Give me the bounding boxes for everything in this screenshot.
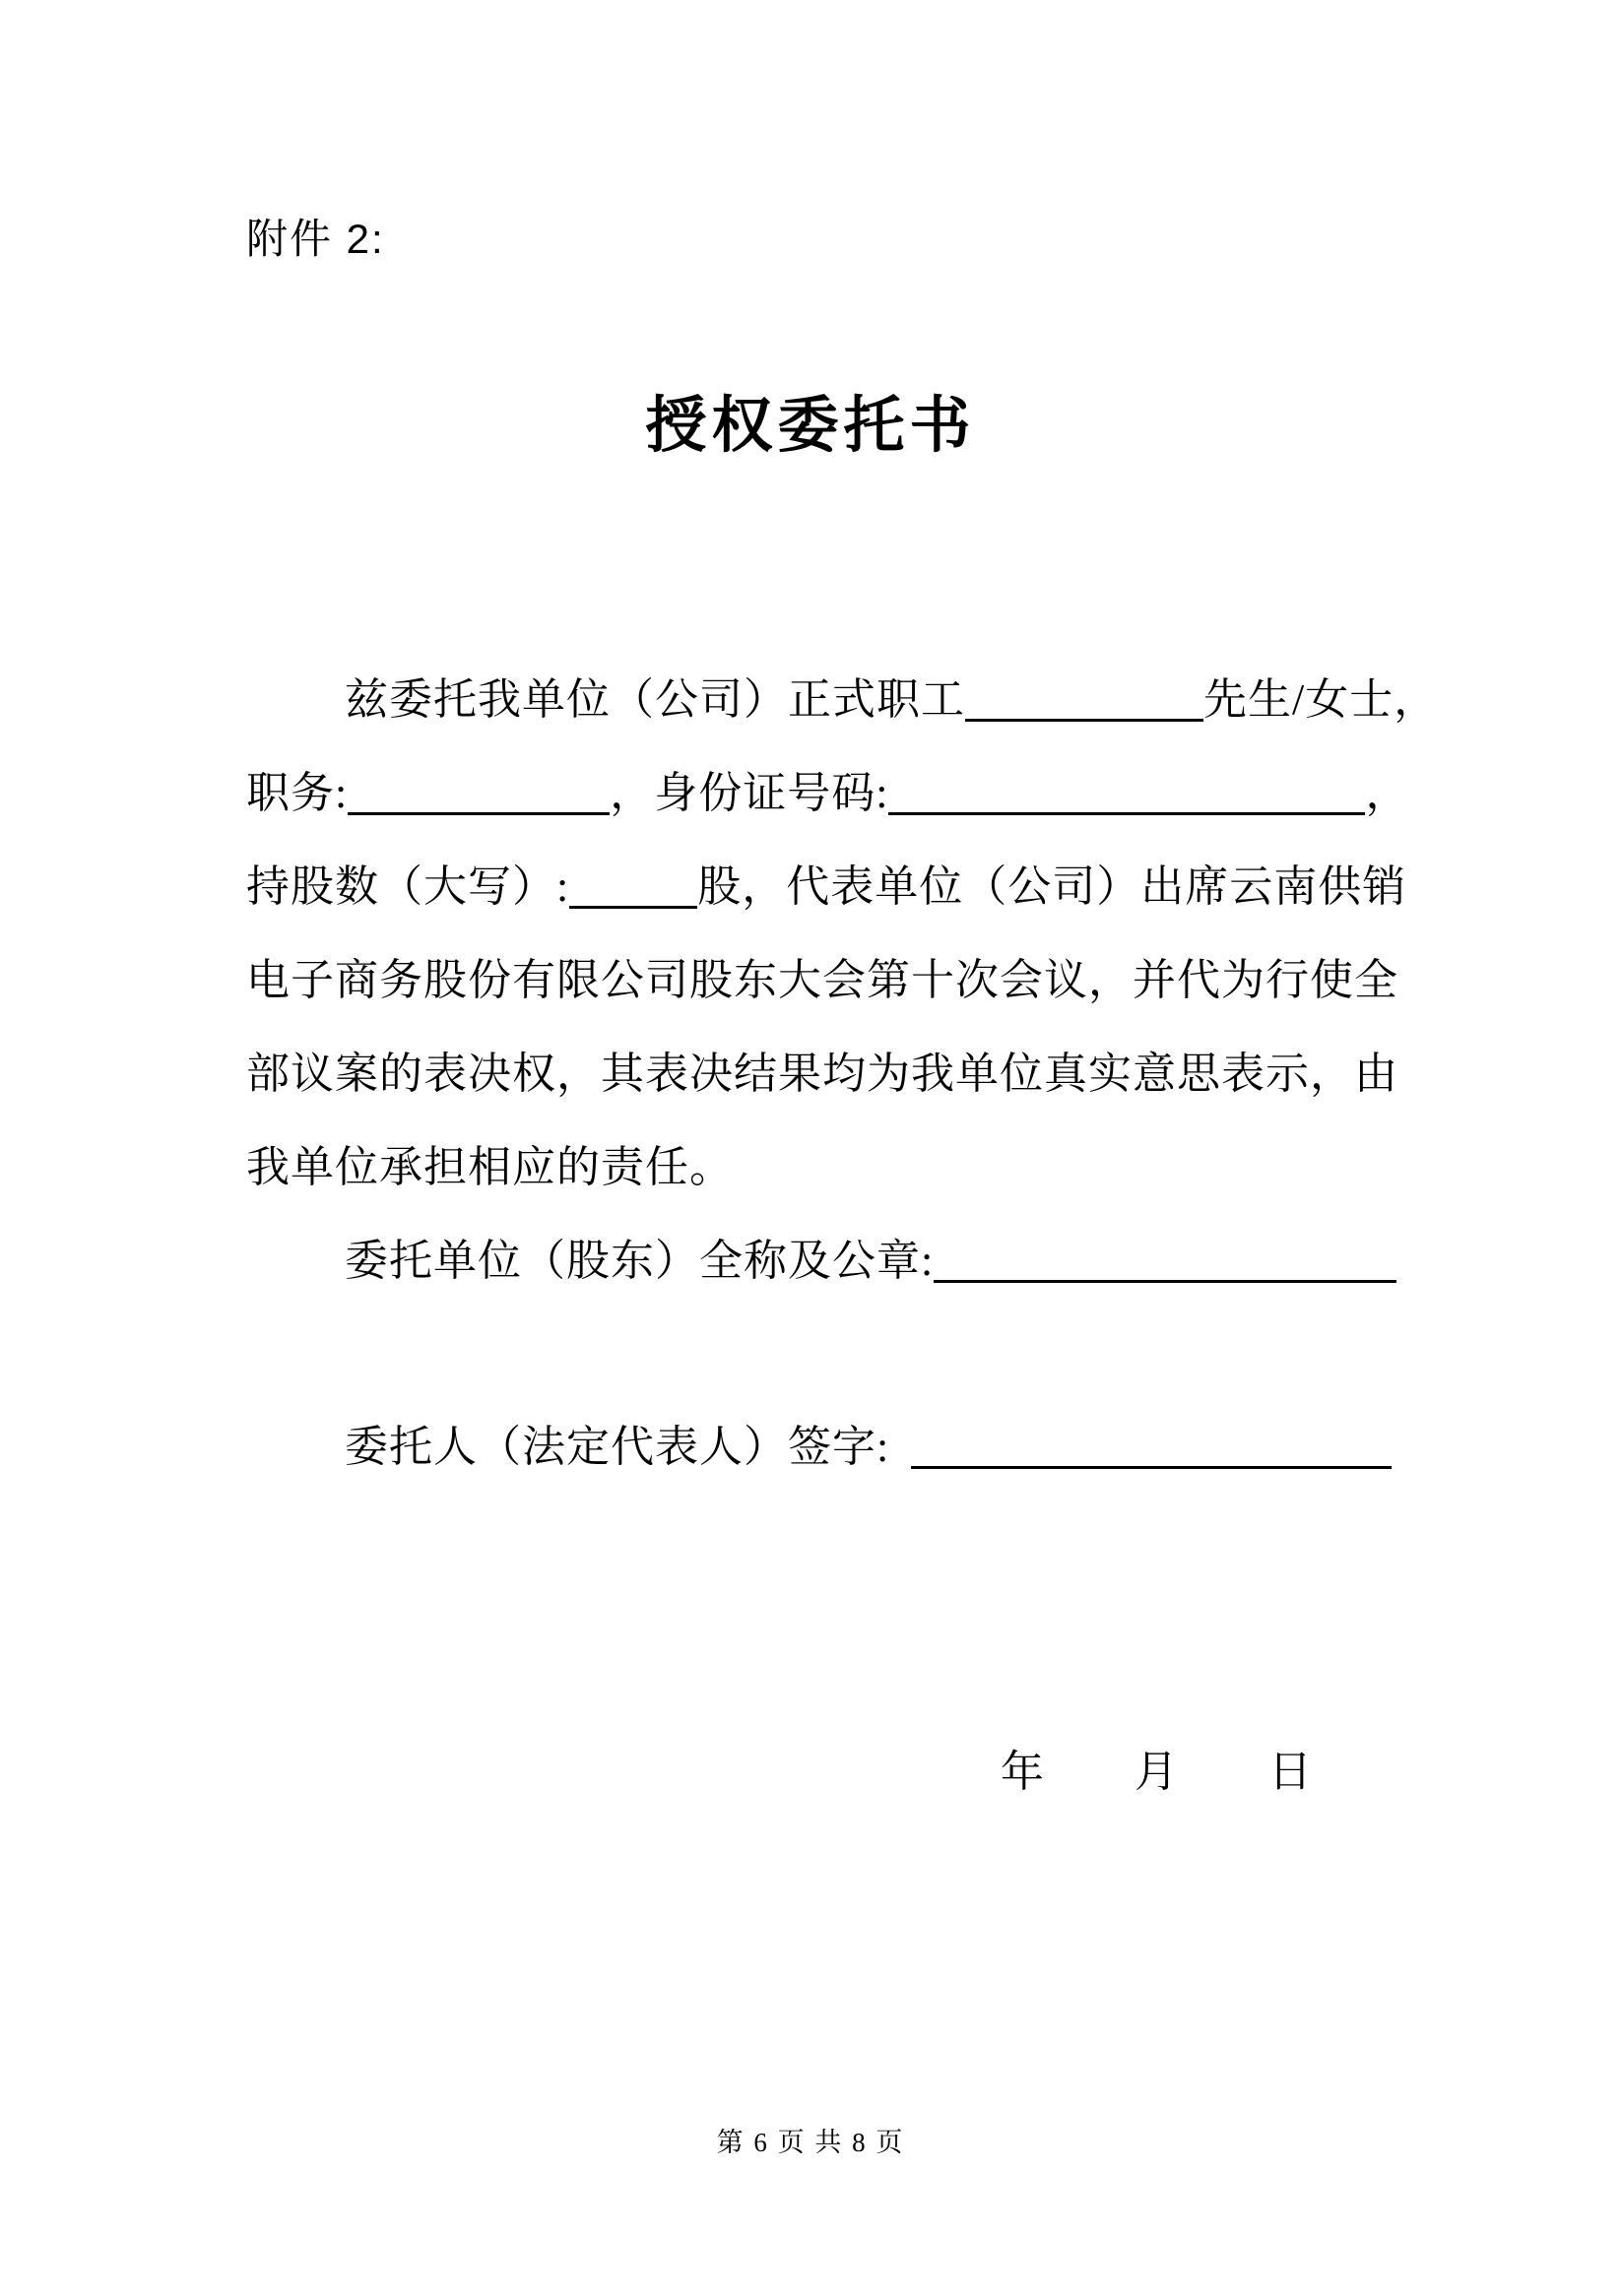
company-seal-label: 委托单位（股东）全称及公章: <box>345 1237 935 1285</box>
body-line-3-text: 股，代表单位（公司）出席云南供销 <box>697 862 1407 911</box>
signature-blank[interactable] <box>911 1423 1392 1469</box>
id-number-blank[interactable] <box>888 769 1365 815</box>
company-seal-blank[interactable] <box>934 1237 1396 1283</box>
body-line-4-text: 电子商务股份有限公司股东大会第十次会议，并代为行使全 <box>246 956 1398 1004</box>
position-blank[interactable] <box>348 769 610 815</box>
share-count-label: 持股数（大写）: <box>246 862 570 911</box>
month-label: 月 <box>1135 1748 1178 1796</box>
page-number: 第 6 页 共 8 页 <box>716 2128 905 2157</box>
signature-label: 委托人（法定代表人）签字: <box>345 1423 890 1471</box>
body-line-4 <box>246 933 1418 1027</box>
position-label: 职务: <box>246 769 349 817</box>
body-line-8 <box>246 1400 1392 1494</box>
body-line-3 <box>246 840 1418 933</box>
body-line-2 <box>246 746 1418 840</box>
date-line <box>1001 1749 1312 1796</box>
employee-name-blank[interactable] <box>965 675 1203 722</box>
body-line-2-comma: ， <box>1365 769 1410 817</box>
day-label: 日 <box>1268 1748 1312 1796</box>
document-title: 授权委托书 <box>645 393 976 460</box>
body-line-6 <box>246 1120 1418 1214</box>
attachment-label: 附件 2: <box>246 216 385 262</box>
id-number-label: ，身份证号码: <box>610 769 889 817</box>
body-line-1 <box>246 653 1439 746</box>
body-line-6-text: 我单位承担相应的责任。 <box>246 1143 734 1191</box>
body-paragraph <box>246 653 1439 1307</box>
body-line-1-suffix: 先生/女士， <box>1203 675 1439 724</box>
body-line-1-text: 兹委托我单位（公司）正式职工 <box>345 675 965 724</box>
body-line-5-text: 部议案的表决权，其表决结果均为我单位真实意思表示，由 <box>246 1050 1398 1098</box>
year-label: 年 <box>1001 1748 1044 1796</box>
body-line-5 <box>246 1027 1418 1120</box>
body-line-7 <box>246 1214 1418 1307</box>
share-count-blank[interactable] <box>569 862 697 909</box>
